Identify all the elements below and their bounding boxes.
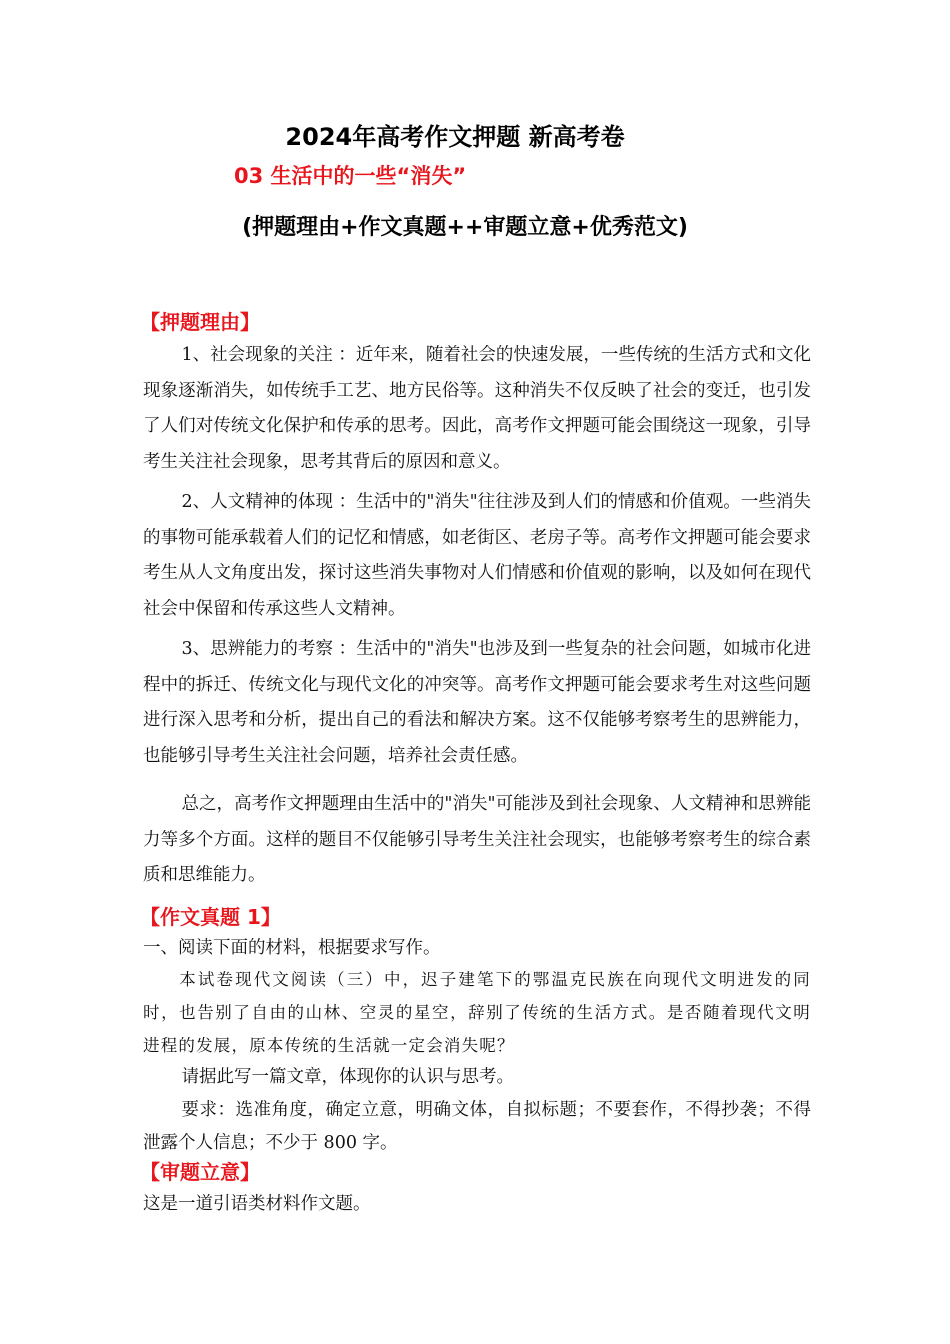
document-subtitle-2: (押题理由+作文真题++审题立意+优秀范文) <box>242 215 688 240</box>
paragraph-exam-material: 本试卷现代文阅读（三）中，迟子建笔下的鄂温克民族在向现代文明进发的同时，也告别了自由的山林、空灵的星空，辞别了传统的生活方式。是否随着现代文明进程的发展，原本传统的生活就一定会消失呢？ <box>143 970 811 1055</box>
section-heading-reason: 【押题理由】 <box>140 310 260 334</box>
section-heading-analysis: 【审题立意】 <box>140 1160 260 1184</box>
document-title: 2024年高考作文押题 新高考卷 <box>285 123 625 151</box>
paragraph-exam-task: 请据此写一篇文章，体现你的认识与思考。 <box>181 1067 514 1087</box>
paragraph-reason-3: 3、思辨能力的考察 ：生活中的"消失"也涉及到一些复杂的社会问题，如城市化进程中的拆迁、传统文化与现代文化的冲突等。高考作文押题可能会要求考生对这些问题进行深入思考和分析，提出自己的看法和解决方案。这不仅能够考察考生的思辨能力，也能够引导考生关注社会问题，培养社会责任感。 <box>143 639 811 766</box>
section-heading-exam: 【作文真题 1】 <box>140 905 281 929</box>
document-subtitle: 03 生活中的一些“消失” <box>234 164 467 188</box>
paragraph-reason-2: 2、人文精神的体现 ：生活中的"消失"往往涉及到人们的情感和价值观。一些消失的事物可能承载着人们的记忆和情感，如老街区、老房子等。高考作文押题可能会要求考生从人文角度出发，探讨这些消失事物对人们情感和价值观的影响，以及如何在现代社会中保留和传承这些人文精神。 <box>143 492 811 619</box>
paragraph-exam-intro: 一、阅读下面的材料，根据要求写作。 <box>143 938 441 958</box>
paragraph-exam-requirement: 要求：选准角度，确定立意，明确文体，自拟标题；不要套作，不得抄袭；不得泄露个人信息；不少于 800 字。 <box>143 1100 811 1153</box>
paragraph-reason-1: 1、社会现象的关注 ：近年来，随着社会的快速发展，一些传统的生活方式和文化现象逐渐消失，如传统手工艺、地方民俗等。这种消失不仅反映了社会的变迁，也引发了人们对传统文化保护和传承的思考。因此，高考作文押题可能会围绕这一现象，引导考生关注社会现象，思考其背后的原因和意义。 <box>143 345 811 472</box>
paragraph-analysis-1: 这是一道引语类材料作文题。 <box>143 1194 371 1214</box>
paragraph-reason-summary: 总之，高考作文押题理由生活中的"消失"可能涉及到社会现象、人文精神和思辨能力等多个方面。这样的题目不仅能够引导考生关注社会现实，也能够考察考生的综合素质和思维能力。 <box>143 794 811 885</box>
